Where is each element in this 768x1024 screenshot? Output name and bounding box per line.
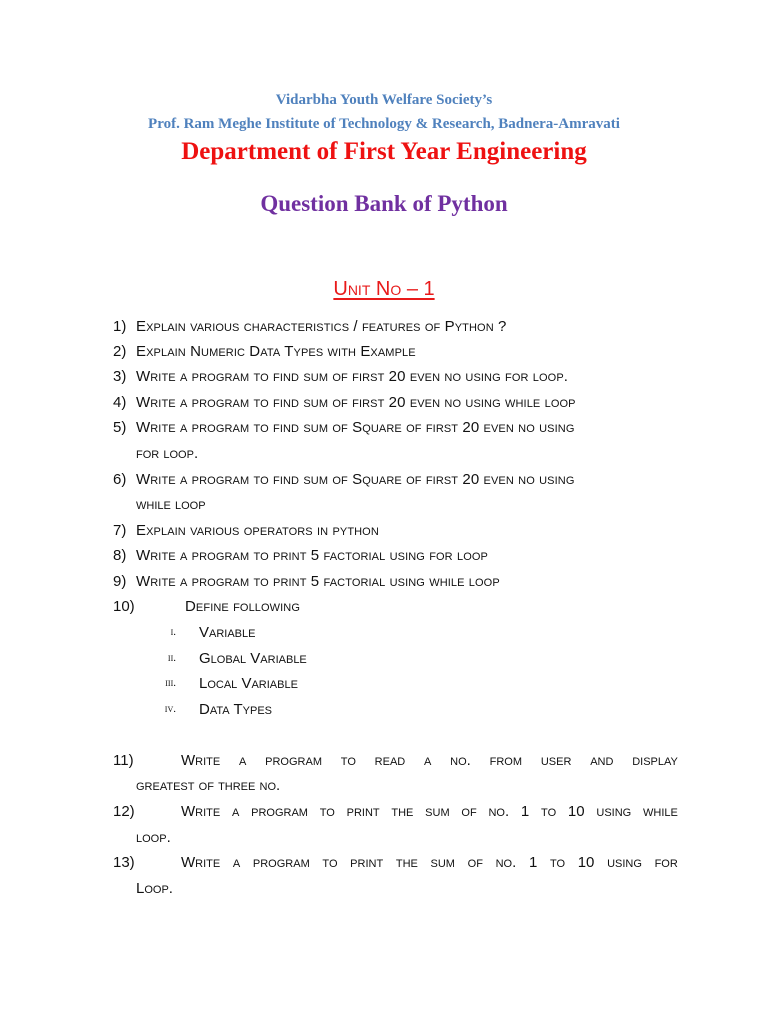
- question-word: no.: [488, 803, 510, 820]
- question-word: 10: [577, 854, 595, 871]
- question-word: user: [540, 752, 572, 769]
- question-word: to: [319, 803, 335, 820]
- question-word: a: [232, 854, 241, 871]
- question-word: 1: [520, 803, 530, 820]
- question-word: 1: [528, 854, 538, 871]
- question-word: the: [391, 803, 414, 820]
- question-word: using: [607, 854, 642, 871]
- question-word: a: [239, 752, 247, 769]
- institute-name: Prof. Ram Meghe Institute of Technology & Research, Badnera-Amravati: [148, 116, 620, 132]
- question-word: program: [251, 803, 308, 820]
- question-number: 8): [113, 547, 127, 564]
- document-title: Question Bank of Python: [260, 191, 508, 216]
- question-number: 12): [113, 803, 135, 820]
- sub-item-text: Data Types: [199, 701, 272, 718]
- question-word: using: [596, 803, 632, 820]
- question-word: from: [489, 752, 523, 769]
- question-word: for: [654, 854, 678, 871]
- question-number: 4): [113, 394, 127, 411]
- question-number: 11): [113, 752, 134, 769]
- question-word: program: [265, 752, 322, 769]
- question-text: Write a program to find sum of first 20 even no using while loop: [136, 394, 576, 411]
- question-text-continued: greatest of three no.: [136, 777, 281, 794]
- question-word: of: [461, 803, 477, 820]
- question-word: Write: [181, 854, 221, 871]
- question-number: 5): [113, 419, 127, 436]
- question-text: [181, 799, 678, 824]
- question-word: display: [632, 752, 678, 769]
- question-word: to: [340, 752, 356, 769]
- question-word: print: [350, 854, 384, 871]
- question-word: Write: [181, 803, 221, 820]
- question-word: sum: [425, 803, 450, 820]
- question-text: [181, 850, 678, 875]
- question-word: a: [232, 803, 240, 820]
- question-number: 6): [113, 471, 127, 488]
- question-text-continued: while loop: [136, 496, 206, 513]
- question-text: Write a program to find sum of first 20 even no using for loop.: [136, 368, 569, 385]
- question-text: Define following: [185, 598, 300, 615]
- question-word: Write: [181, 752, 221, 769]
- question-number: 7): [113, 522, 127, 539]
- question-word: while: [643, 803, 678, 820]
- question-number: 3): [113, 368, 127, 385]
- question-word: the: [395, 854, 418, 871]
- question-word: read: [374, 752, 406, 769]
- sub-item-number: ii.: [167, 652, 176, 664]
- question-text: Explain various characteristics / features of Python ?: [136, 318, 507, 335]
- question-word: to: [541, 803, 557, 820]
- question-text-continued: loop.: [136, 829, 171, 846]
- sub-item-text: Variable: [199, 624, 256, 641]
- question-word: no.: [450, 752, 471, 769]
- department-title: Department of First Year Engineering: [181, 138, 587, 165]
- question-text-continued: Loop.: [136, 880, 173, 897]
- question-word: sum: [430, 854, 455, 871]
- society-name: Vidarbha Youth Welfare Society’s: [275, 92, 493, 108]
- question-word: print: [346, 803, 380, 820]
- question-word: no.: [495, 854, 517, 871]
- question-word: a: [424, 752, 432, 769]
- question-number: 13): [113, 854, 135, 871]
- question-number: 2): [113, 343, 127, 360]
- question-text: [181, 748, 678, 773]
- sub-item-number: iv.: [164, 703, 176, 715]
- question-text: Explain Numeric Data Types with Example: [136, 343, 416, 360]
- question-text: Write a program to find sum of Square of first 20 even no using: [136, 471, 575, 488]
- question-word: and: [590, 752, 614, 769]
- question-word: of: [467, 854, 483, 871]
- sub-item-text: Global Variable: [199, 650, 307, 667]
- question-text-continued: for loop.: [136, 445, 199, 462]
- question-text: Explain various operators in python: [136, 522, 379, 539]
- sub-item-number: iii.: [165, 677, 176, 689]
- question-text: Write a program to find sum of Square of first 20 even no using: [136, 419, 575, 436]
- question-word: program: [252, 854, 310, 871]
- question-word: to: [549, 854, 566, 871]
- question-number: 9): [113, 573, 127, 590]
- question-word: to: [322, 854, 338, 871]
- sub-item-text: Local Variable: [199, 675, 298, 692]
- question-number: 1): [113, 318, 127, 335]
- question-text: Write a program to print 5 factorial using for loop: [136, 547, 488, 564]
- question-word: 10: [567, 803, 585, 820]
- question-number: 10): [113, 598, 135, 615]
- sub-item-number: i.: [170, 626, 176, 638]
- unit-heading: Unit No – 1: [333, 278, 435, 300]
- question-text: Write a program to print 5 factorial using while loop: [136, 573, 500, 590]
